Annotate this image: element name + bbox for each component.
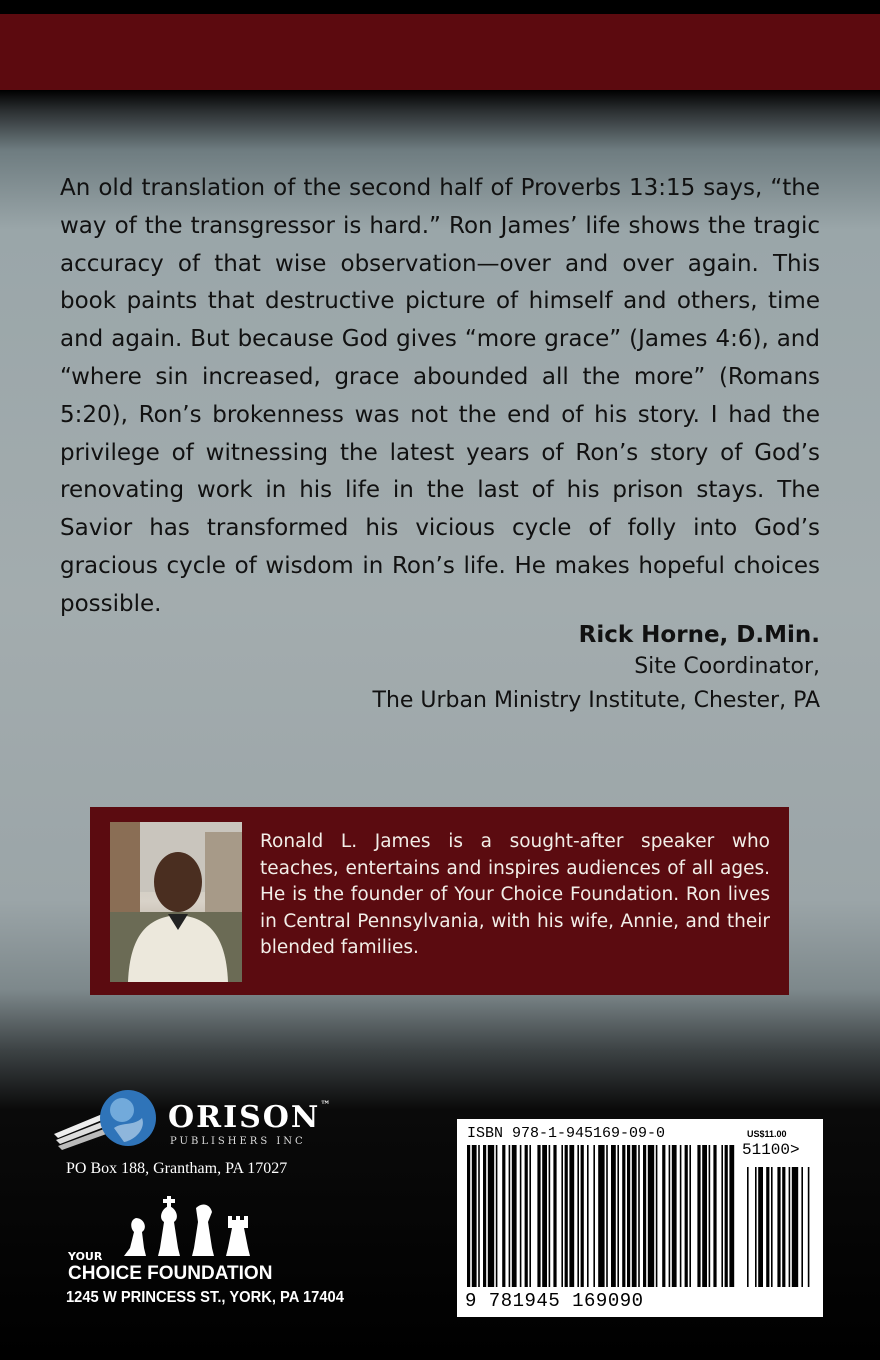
addon-bar [808, 1167, 810, 1287]
barcode-bar [553, 1145, 556, 1287]
foundation-address: 1245 W PRINCESS ST., YORK, PA 17404 [66, 1289, 344, 1306]
addon-bar [771, 1167, 773, 1287]
barcode-bar [617, 1145, 619, 1287]
barcode-bar [525, 1145, 528, 1287]
barcode-bar [606, 1145, 608, 1287]
barcode-bar [611, 1145, 616, 1287]
barcode-bar [672, 1145, 677, 1287]
addon-bar [747, 1167, 749, 1287]
barcode-bar [496, 1145, 498, 1287]
barcode-bar [627, 1145, 630, 1287]
addon-bar [755, 1167, 757, 1287]
barcode-bar [622, 1145, 625, 1287]
barcode-bar [713, 1145, 716, 1287]
barcode-bar [656, 1145, 658, 1287]
barcode-bar [662, 1145, 665, 1287]
isbn-barcode [457, 1119, 823, 1317]
barcode-bar [680, 1145, 682, 1287]
barcode-digits: 9 781945 169090 [465, 1290, 644, 1312]
publisher-subtitle: PUBLISHERS INC [170, 1136, 306, 1147]
barcode-bar [685, 1145, 688, 1287]
barcode-bar [483, 1145, 486, 1287]
barcode-bar [520, 1145, 522, 1287]
endorser-name: Rick Horne, D.Min. [578, 622, 820, 648]
addon-code: 51100> [742, 1141, 800, 1159]
barcode-bar [529, 1145, 531, 1287]
barcode-bar [502, 1145, 505, 1287]
barcode-bar [598, 1145, 604, 1287]
barcode-bar [488, 1145, 494, 1287]
barcode-bar [721, 1145, 723, 1287]
barcode-bar [472, 1145, 477, 1287]
addon-bar [792, 1167, 798, 1287]
globe-books-icon [52, 1088, 164, 1154]
addon-bar [789, 1167, 791, 1287]
barcode-bar [542, 1145, 547, 1287]
barcode-bar [648, 1145, 654, 1287]
isbn-label: ISBN 978-1-945169-09-0 [467, 1125, 666, 1142]
barcode-bar [638, 1145, 640, 1287]
endorser-role: Site Coordinator, [634, 654, 820, 679]
endorser-organization: The Urban Ministry Institute, Chester, PA [372, 688, 820, 713]
addon-bar [758, 1167, 763, 1287]
barcode-bar [577, 1145, 579, 1287]
barcode-bar [702, 1145, 707, 1287]
top-maroon-band [0, 14, 880, 90]
addon-bar [801, 1167, 803, 1287]
foundation-your: YOUR [68, 1250, 103, 1263]
barcode-bar [509, 1145, 511, 1287]
author-bio-panel [90, 807, 789, 995]
barcode-bar [729, 1145, 734, 1287]
chess-pieces-icon [118, 1192, 268, 1262]
endorsement-quote: An old translation of the second half of Proverbs 13:15 says, “the way of the transgressor is hard.” Ron James’ life shows the tragic accuracy of that wise observation—over and over again. This book paints that destructive picture of himself and others, time and again. But because God gives “more grace” (James 4:6), and “where sin increased, grace abounded all the more” (Romans 5:20), Ron’s brokenness was not the end of his story. I had the privilege of witnessing the latest years of Ron’s story of God’s renovating work in his life in the last of his prison stays. The Savior has transformed his vicious cycle of folly into God’s gracious cycle of wisdom in Ron’s life. He makes hopeful choices possible. [60, 175, 820, 617]
price-label: US$11.00 [747, 1129, 787, 1139]
barcode-bar [478, 1145, 480, 1287]
barcode-bar [669, 1145, 671, 1287]
barcode-bar [587, 1145, 589, 1287]
barcode-bar [643, 1145, 646, 1287]
author-bio-text: Ronald L. James is a sought-after speaker who teaches, entertains and inspires audiences of all ages. He is the founder of Your Choice Foundation. Ron lives in Central Pennsylvania, with his wife, Annie, and their blended families. [260, 831, 770, 958]
barcode-bar [697, 1145, 700, 1287]
barcode-bar [725, 1145, 728, 1287]
barcode-bar [467, 1145, 470, 1287]
addon-bar [782, 1167, 785, 1287]
barcode-bar [569, 1145, 574, 1287]
barcode-bar [632, 1145, 637, 1287]
barcode-bar [593, 1145, 595, 1287]
addon-bar [766, 1167, 769, 1287]
publisher-address: PO Box 188, Grantham, PA 17027 [66, 1160, 288, 1177]
barcode-bars [467, 1145, 813, 1291]
barcode-bar [689, 1145, 691, 1287]
barcode-bar [537, 1145, 540, 1287]
author-photo [110, 822, 242, 982]
foundation-name: CHOICE FOUNDATION [68, 1263, 273, 1284]
barcode-bar [561, 1145, 563, 1287]
barcode-bar [549, 1145, 551, 1287]
barcode-bar [565, 1145, 568, 1287]
barcode-bar [709, 1145, 711, 1287]
barcode-bar [581, 1145, 584, 1287]
publisher-name: ORISON™ [168, 1100, 331, 1135]
barcode-bar [512, 1145, 517, 1287]
addon-bar [777, 1167, 780, 1287]
